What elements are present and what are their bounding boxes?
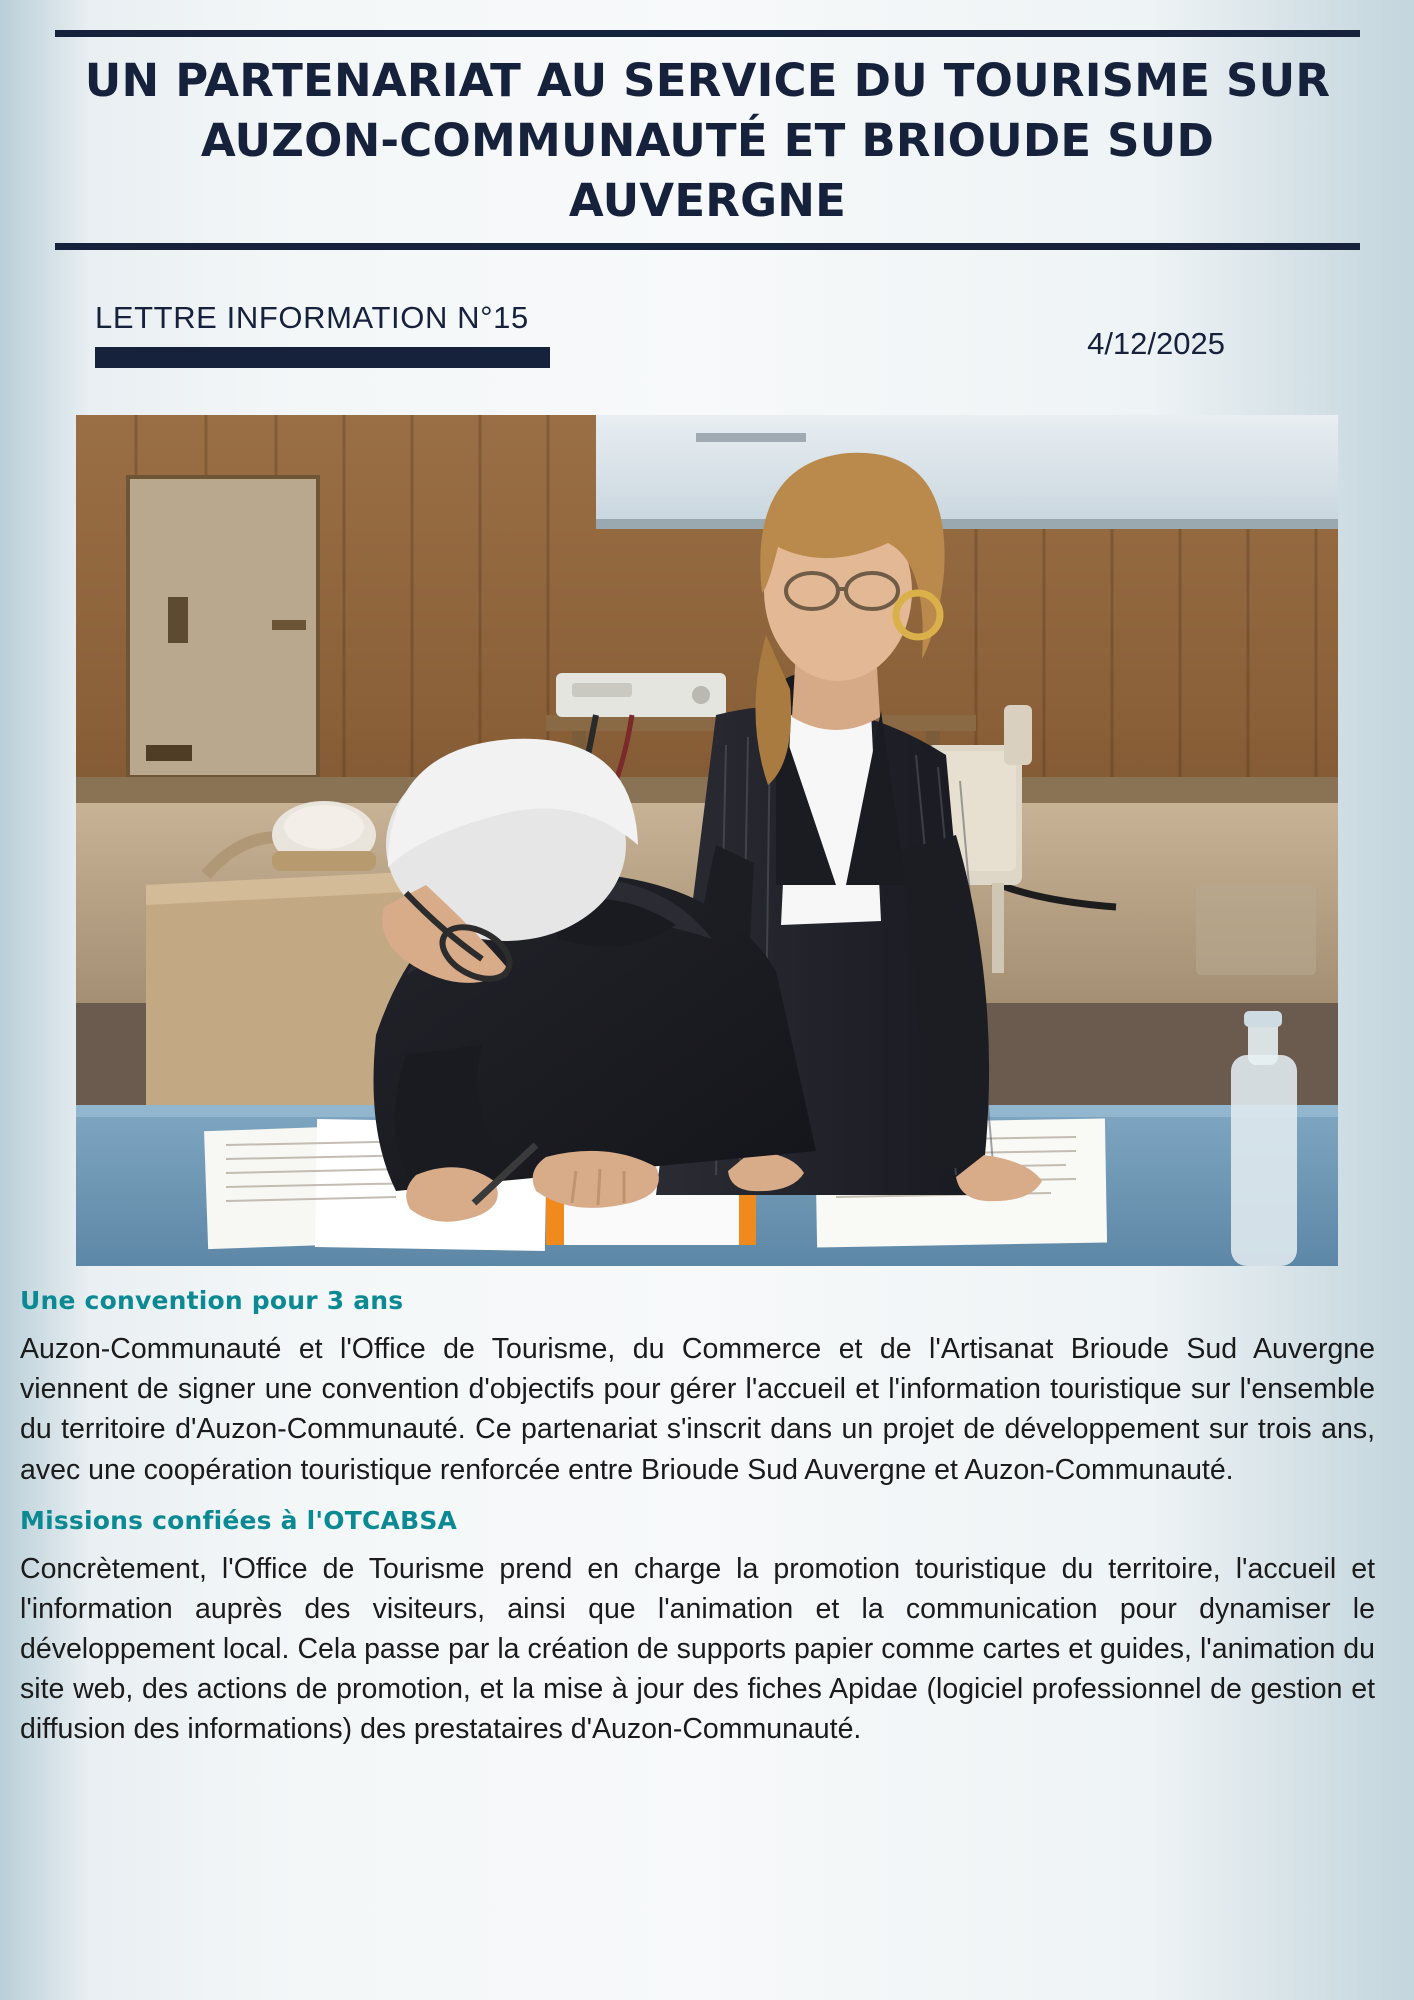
page-title	[55, 51, 1360, 231]
signature-photo	[76, 415, 1338, 1266]
issue-label: LETTRE INFORMATION N°15	[95, 300, 529, 335]
header-bottom-rule	[55, 243, 1360, 250]
article-body	[20, 1286, 1375, 1750]
section-paragraph-1: Auzon-Communauté et l'Office de Tourisme, du Commerce et de l'Artisanat Brioude Sud Auvergne viennent de signer une convention d'objectifs pour gérer l'accueil et l'information touristique sur l'ensemble du territoire d'Auzon-Communauté. Ce partenariat s'inscrit dans un projet de développement sur trois ans, avec une coopération touristique renforcée entre Brioude Sud Auvergne et Auzon-Communauté.	[20, 1333, 1375, 1486]
page-title-line-2: AUZON-COMMUNAUTÉ ET BRIOUDE SUD AUVERGNE	[200, 113, 1215, 227]
header	[55, 30, 1360, 250]
header-top-rule	[55, 30, 1360, 37]
publication-date: 4/12/2025	[1087, 326, 1225, 361]
issue-underline-bar	[95, 347, 550, 368]
issue-block	[95, 300, 550, 368]
section-paragraph-2: Concrètement, l'Office de Tourisme prend en charge la promotion touristique du territoire, l'accueil et l'information auprès des visiteurs, ainsi que l'animation et la communication pour dynamiser le développement local. Cela passe par la création de supports papier comme cartes et guides, l'animation du site web, des actions de promotion, et la mise à jour des fiches Apidae (logiciel professionnel de gestion et diffusion des informations) des prestataires d'Auzon-Communauté.	[20, 1552, 1375, 1746]
meta-row	[95, 300, 1325, 368]
page-title-line-1: UN PARTENARIAT AU SERVICE DU TOURISME SUR	[84, 54, 1331, 107]
section-heading-1: Une convention pour 3 ans	[20, 1286, 404, 1315]
section-heading-2: Missions confiées à l'OTCABSA	[20, 1505, 458, 1535]
